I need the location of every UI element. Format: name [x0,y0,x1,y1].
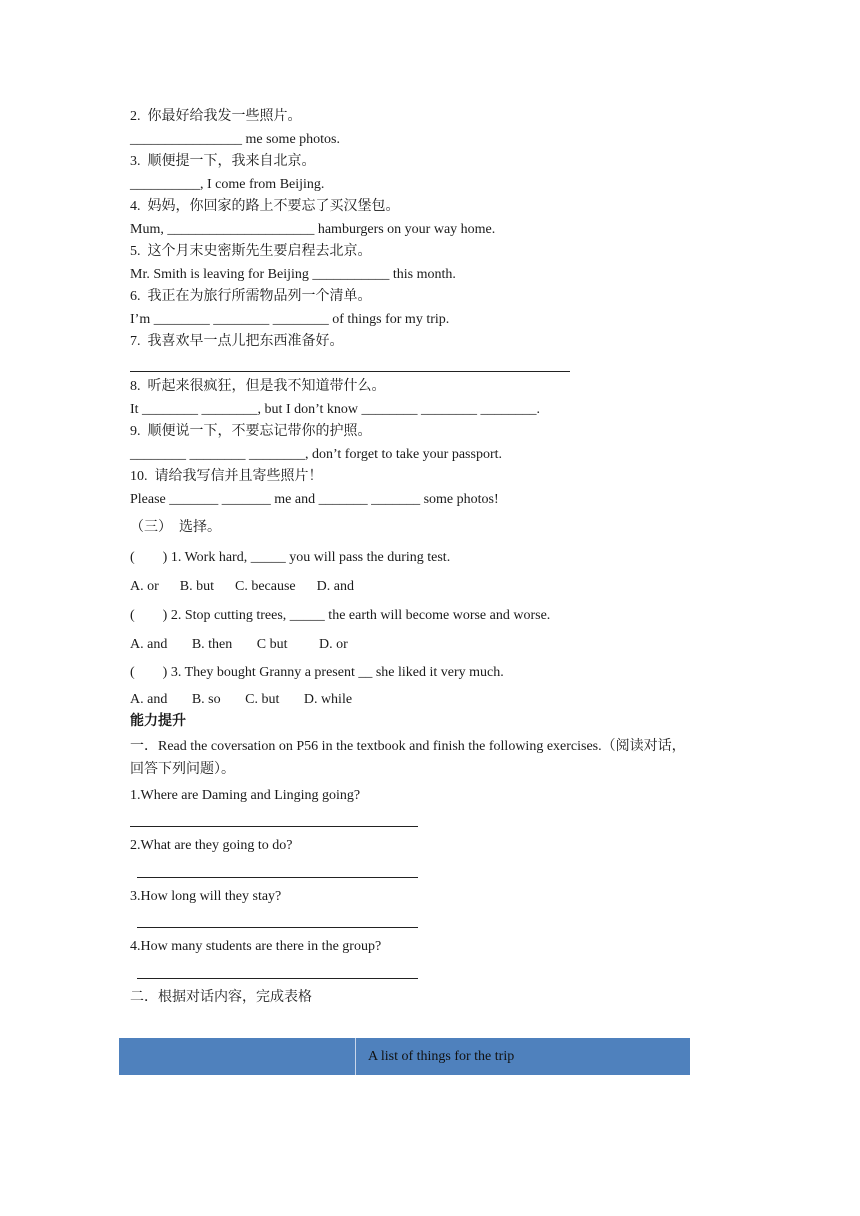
question-2-prompt: 2. 你最好给我发一些照片。 [130,109,302,124]
question-10-answer-line: Please _______ _______ me and _______ _______ some photos! [130,492,499,507]
question-7-prompt: 7. 我喜欢早一点儿把东西准备好。 [130,334,344,349]
choice-3-question: ( ) 3. They bought Granny a present __ she liked it very much. [130,665,504,680]
question-2-answer-line: ________________ me some photos. [130,132,340,147]
question-3-answer-line: __________, I come from Beijing. [130,177,325,192]
question-5-answer-line: Mr. Smith is leaving for Beijing ___________ this month. [130,267,456,282]
question-10-prompt: 10. 请给我写信并且寄些照片！ [130,469,323,484]
reading-answer-blank-2 [137,877,418,878]
reading-answer-blank-4 [137,978,418,979]
reading-question-4: 4.How many students are there in the group? [130,939,382,954]
question-5-prompt: 5. 这个月末史密斯先生要启程去北京。 [130,244,372,259]
reading-answer-blank-3 [137,927,418,928]
question-4-answer-line: Mum, _____________________ hamburgers on your way home. [130,222,496,237]
choice-2-question: ( ) 2. Stop cutting trees, _____ the earth will become worse and worse. [130,608,551,623]
question-9-answer-line: ________ ________ ________, don’t forget to take your passport. [130,447,503,462]
choice-2-options: A. and B. then C but D. or [130,637,348,652]
question-8-answer-line: It ________ ________, but I don’t know ________ ________ ________. [130,402,541,417]
question-4-prompt: 4. 妈妈，你回家的路上不要忘了买汉堡包。 [130,199,400,214]
choice-3-options: A. and B. so C. but D. while [130,692,353,707]
question-7-answer-blank [130,371,570,372]
reading-question-1: 1.Where are Daming and Linging going? [130,788,361,803]
ability-section-heading: 能力提升 [130,713,186,729]
trip-list-table [119,1038,690,1075]
question-6-prompt: 6. 我正在为旅行所需物品列一个清单。 [130,289,372,304]
choice-1-options: A. or B. but C. because D. and [130,579,354,594]
reading-instruction-line-1: 一．Read the coversation on P56 in the textbook and finish the following exercises.（阅读对话， [130,739,686,754]
reading-answer-blank-1 [130,826,418,827]
question-3-prompt: 3. 顺便提一下，我来自北京。 [130,154,316,169]
reading-instruction-line-2: 回答下列问题）。 [130,762,235,777]
question-9-prompt: 9. 顺便说一下，不要忘记带你的护照。 [130,424,372,439]
table-header-row [119,1038,690,1075]
table-header-title-cell: A list of things for the trip [356,1038,691,1075]
table-header-empty-cell [119,1038,356,1075]
reading-question-2: 2.What are they going to do? [130,838,293,853]
reading-question-3: 3.How long will they stay? [130,889,282,904]
choice-1-question: ( ) 1. Work hard, _____ you will pass the during test. [130,550,451,565]
question-8-prompt: 8. 听起来很疯狂，但是我不知道带什么。 [130,379,386,394]
table-section-heading: 二．根据对话内容，完成表格 [130,990,312,1005]
section-3-heading: （三） 选择。 [130,520,221,535]
question-6-answer-line: I’m ________ ________ ________ of things for my trip. [130,312,450,327]
